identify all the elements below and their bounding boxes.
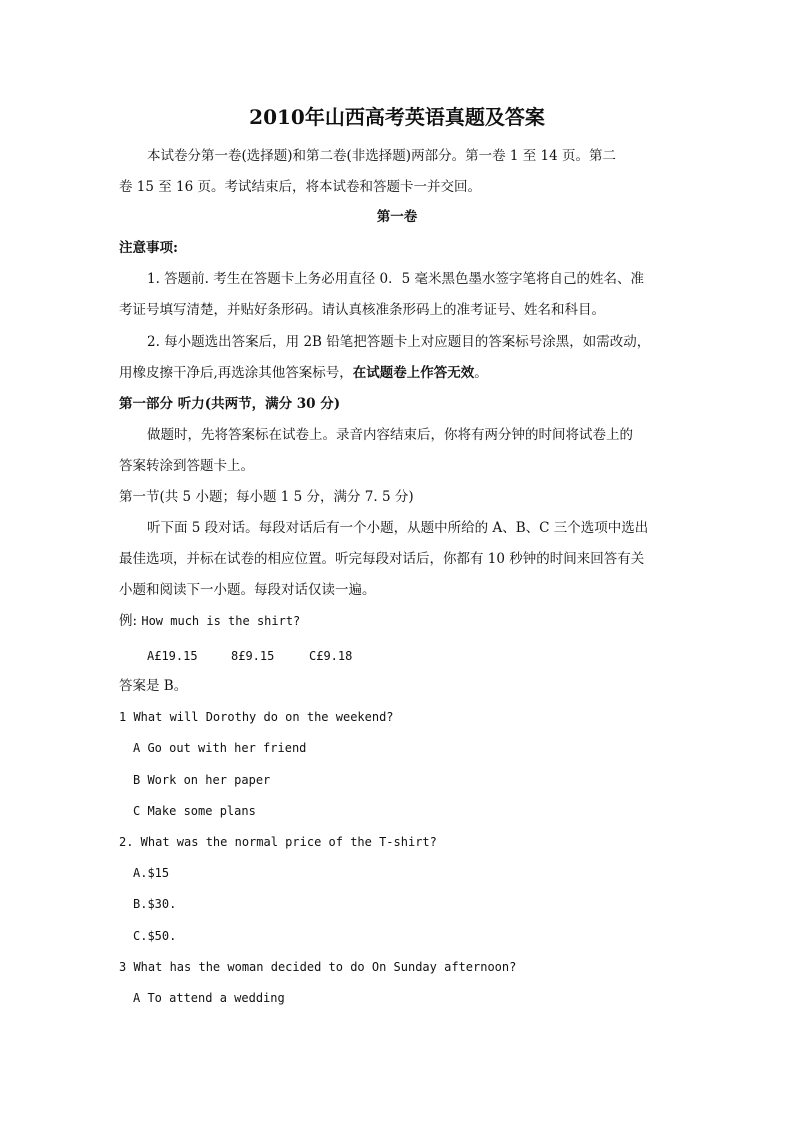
document-title: 2010年山西高考英语真题及答案 <box>249 105 545 129</box>
question-2-option-b: B.$30. <box>133 897 177 911</box>
intro-line-1: 本试卷分第一卷(选择题)和第二卷(非选择题)两部分。第一卷 1 至 14 页。第二 <box>147 148 616 164</box>
part-1-instruction-line-1: 做题时，先将答案标在试卷上。录音内容结束后，你将有两分钟的时间将试卷上的 <box>147 427 633 443</box>
example-option-a: A£19.15 <box>147 649 198 663</box>
volume-heading: 第一卷 <box>376 209 418 225</box>
question-2-option-a: A.$15 <box>133 866 170 880</box>
note-2-end: 。 <box>474 365 488 381</box>
note-2-text: 用橡皮擦干净后,再选涂其他答案标号， <box>119 365 353 381</box>
question-3: 3 What has the woman decided to do On Sunday afternoon? <box>119 960 517 974</box>
section-1-instruction-line-2: 最佳选项，并标在试卷的相应位置。听完每段对话后，你都有 10 秒钟的时间来回答有关 <box>119 551 645 567</box>
question-3-option-a: A To attend a wedding <box>133 991 285 1005</box>
part-1-instruction-line-2: 答案转涂到答题卡上。 <box>119 458 254 474</box>
question-2-option-c: C.$50. <box>133 929 177 943</box>
note-1-line-2: 考证号填写清楚，并贴好条形码。请认真核准条形码上的准考证号、姓名和科目。 <box>119 302 605 318</box>
section-1-instruction-line-3: 小题和阅读下一小题。每段对话仅读一遍。 <box>119 582 376 598</box>
question-1-option-c: C Make some plans <box>133 804 256 818</box>
intro-line-2: 卷 15 至 16 页。考试结束后，将本试卷和答题卡一并交回。 <box>119 179 482 195</box>
example-label: 例: <box>119 613 142 629</box>
notes-heading: 注意事项: <box>119 240 178 256</box>
example-options <box>147 646 352 666</box>
example-option-b: 8£9.15 <box>231 649 275 663</box>
example-answer: 答案是 B。 <box>119 678 188 694</box>
part-1-heading: 第一部分 听力(共两节，满分 30 分) <box>119 396 341 412</box>
note-1-line-1: 1. 答题前. 考生在答题卡上务必用直径 0．5 毫米黑色墨水签字笔将自己的姓名、准 <box>147 271 645 287</box>
example-line <box>119 611 300 631</box>
question-1-option-a: A Go out with her friend <box>133 741 307 755</box>
question-1-option-b: B Work on her paper <box>133 773 271 787</box>
section-1-heading: 第一节(共 5 小题；每小题 1 5 分，满分 7. 5 分) <box>119 489 414 505</box>
example-option-c: C£9.18 <box>309 649 353 663</box>
question-1: 1 What will Dorothy do on the weekend? <box>119 710 394 724</box>
section-1-instruction-line-1: 听下面 5 段对话。每段对话后有一个小题，从题中所给的 A、B、C 三个选项中选出 <box>147 520 649 536</box>
question-2: 2. What was the normal price of the T-shirt? <box>119 835 437 849</box>
example-question: How much is the shirt? <box>141 614 301 628</box>
note-2-emphasis: 在试题卷上作答无效 <box>352 365 475 381</box>
note-2-line-1: 2. 每小题选出答案后，用 2B 铅笔把答题卡上对应题目的答案标号涂黑，如需改动， <box>147 334 651 350</box>
note-2-line-2 <box>119 363 488 383</box>
